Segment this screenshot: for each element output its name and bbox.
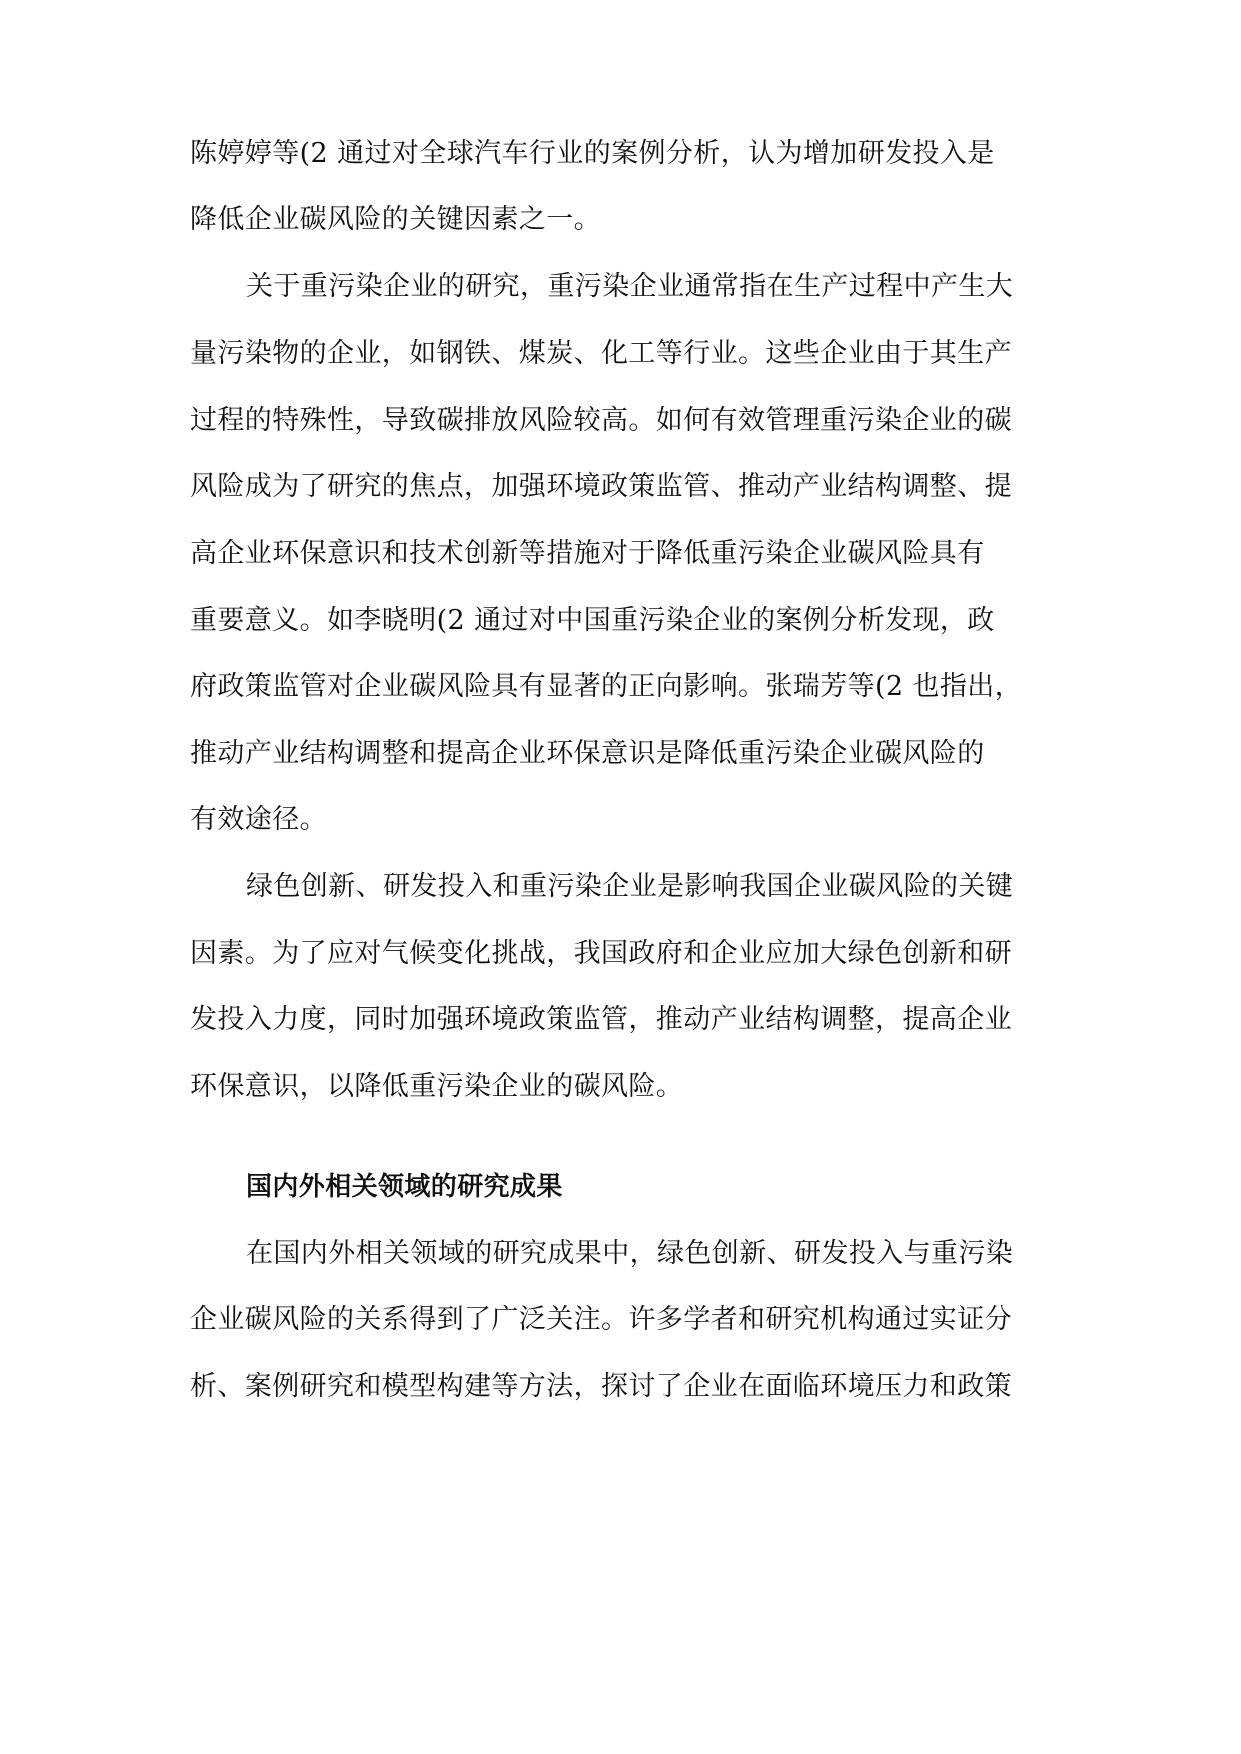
text-line: 高企业环保意识和技术创新等措施对于降低重污染企业碳风险具有 <box>190 538 985 569</box>
text-line: 企业碳风险的关系得到了广泛关注。许多学者和研究机构通过实证分 <box>190 1304 1012 1335</box>
section-heading: 国内外相关领域的研究成果 <box>246 1172 563 1202</box>
text-line: 发投入力度，同时加强环境政策监管，推动产业结构调整，提高企业 <box>190 1004 1012 1035</box>
text-line: 重要意义。如李晓明(2 通过对中国重污染企业的案例分析发现，政 <box>190 605 995 636</box>
text-line: 风险成为了研究的焦点，加强环境政策监管、推动产业结构调整、提 <box>190 471 1012 502</box>
text-line: 推动产业结构调整和提高企业环保意识是降低重污染企业碳风险的 <box>190 738 985 769</box>
text-line: 有效途径。 <box>190 804 327 835</box>
text-line: 府政策监管对企业碳风险具有显著的正向影响。张瑞芳等(2 也指出， <box>190 671 1023 702</box>
text-line: 量污染物的企业，如钢铁、煤炭、化工等行业。这些企业由于其生产 <box>190 338 1012 369</box>
text-line: 环保意识，以降低重污染企业的碳风险。 <box>190 1071 684 1102</box>
text-line: 析、案例研究和模型构建等方法，探讨了企业在面临环境压力和政策 <box>190 1371 1012 1402</box>
text-line: 降低企业碳风险的关键因素之一。 <box>190 204 601 235</box>
text-line: 过程的特殊性，导致碳排放风险较高。如何有效管理重污染企业的碳 <box>190 405 1012 436</box>
text-line: 关于重污染企业的研究，重污染企业通常指在生产过程中产生大 <box>246 271 1014 302</box>
text-line: 陈婷婷等(2 通过对全球汽车行业的案例分析，认为增加研发投入是 <box>190 138 995 169</box>
text-line: 绿色创新、研发投入和重污染企业是影响我国企业碳风险的关键 <box>246 871 1014 902</box>
text-line: 在国内外相关领域的研究成果中，绿色创新、研发投入与重污染 <box>246 1238 1014 1269</box>
text-line: 因素。为了应对气候变化挑战，我国政府和企业应加大绿色创新和研 <box>190 938 1012 969</box>
